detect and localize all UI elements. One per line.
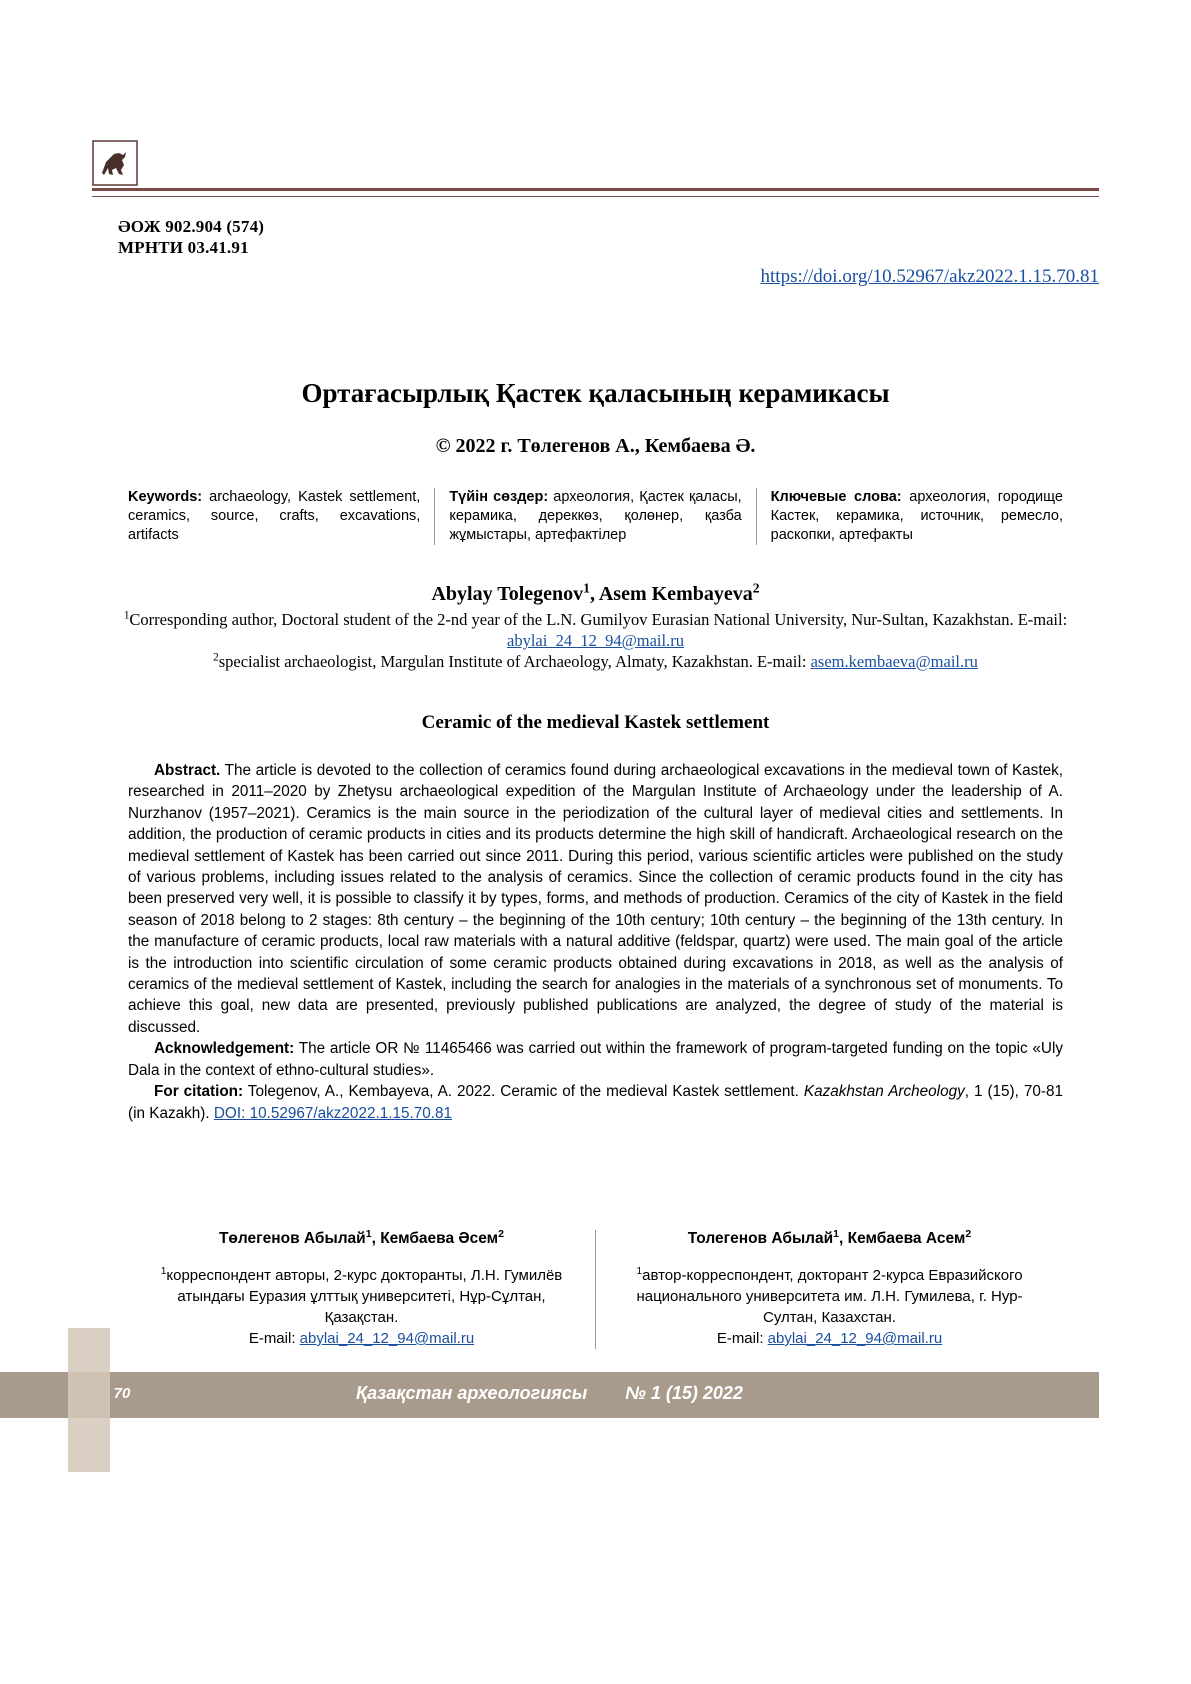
bottom-ru-email-link[interactable]: abylai_24_12_94@mail.ru (767, 1330, 943, 1347)
affiliation-2-text: specialist archaeologist, Margulan Institute of Archaeology, Almaty, Kazakhstan. E-mail: (218, 652, 811, 671)
keywords-kazakh-text: археология, Қастек қаласы, керамика, дереккөз, қолөнер, қазба жұмыстары, артефактілер (449, 489, 742, 543)
bottom-authors-russian (596, 1228, 1063, 1349)
keywords-kazakh (435, 488, 755, 545)
bottom-kk-affiliation: $^1$корреспондент авторы, 2-курс докторанты, Л.Н. Гумилёв атындағы Еуразия ұлттық университеті, Нұр-Сұлтан, Қазақстан. (160, 1266, 563, 1326)
page-title: Ортағасырлық Қастек қаласының керамикасы (301, 378, 890, 408)
bottom-authors-kazakh (128, 1228, 595, 1349)
bottom-authors-block (128, 1228, 1063, 1349)
bottom-ru-names: Толегенов Абылай$^1$, Кембаева Асем$^2$ (687, 1227, 972, 1247)
keywords-english-text: archaeology, Kastek settlement, ceramics, source, crafts, excavations, artifacts (128, 489, 421, 543)
bottom-kk-email-line (146, 1328, 577, 1349)
doi-link[interactable]: https://doi.org/10.52967/akz2022.1.15.70.81 (760, 266, 1099, 287)
header-rule (92, 188, 1099, 191)
author-2-email-link[interactable]: asem.kembaeva@mail.ru (810, 652, 978, 671)
copyright-line: © 2022 г. Төлегенов А., Кембаева Ә. (435, 435, 756, 457)
affiliation-2: $^2$specialist archaeologist, Margulan Institute of Archaeology, Almaty, Kazakhstan. E-mail: asem.kembaeva@mail.ru (213, 651, 978, 671)
page-number: 70 (113, 1385, 131, 1402)
citation-paragraph (128, 1081, 1063, 1124)
bottom-ru-affiliation: $^1$автор-корреспондент, докторант 2-курса Евразийского национального университета им. Л.Н. Гумилева, г. Нур-Султан, Казахстан. (636, 1266, 1023, 1326)
abstract-label: Abstract. (154, 762, 221, 779)
english-title: Ceramic of the medieval Kastek settlement (421, 712, 770, 733)
mrnti-line: МРНТИ 03.41.91 (118, 238, 249, 257)
affiliation-1: $^1$Corresponding author, Doctoral student of the 2-nd year of the L.N. Gumilyov Eurasian National University, Nur-Sultan, Kazakhstan. E-mail: abylai_24_12_94@mail.ru (123, 609, 1068, 650)
acknowledgement-paragraph (128, 1038, 1063, 1081)
acknowledgement-text: The article OR № 11465466 was carried out within the framework of program-targeted funding on the topic «Uly Dala in the context of ethno-cultural studies». (128, 1040, 1063, 1079)
header-rule-thin (92, 196, 1099, 197)
citation-label: For citation: (154, 1083, 244, 1101)
bottom-kk-email-link[interactable]: abylai_24_12_94@mail.ru (299, 1330, 475, 1347)
abstract-block (128, 760, 1063, 1124)
bottom-ru-email-line (614, 1328, 1045, 1349)
citation-text: Tolegenov, A., Kembayeva, A. 2022. Ceramic of the medieval Kastek settlement. (243, 1083, 804, 1101)
bottom-kk-affiliation-text: корреспондент авторы, 2-курс докторанты, Л.Н. Гумилёв атындағы Еуразия ұлттық университеті, Нұр-Сұлтан, Қазақстан. (166, 1267, 563, 1326)
citation-journal: Kazakhstan Archeology (803, 1083, 965, 1101)
bottom-ru-affiliation-text: автор-корреспондент, докторант 2-курса Евразийского национального университета им. Л.Н. Гумилева, г. Нур-Султан, Казахстан. (636, 1267, 1023, 1326)
udc-line-1: ӘОЖ 902.904 (574) (118, 217, 265, 236)
author-1-email-link[interactable]: abylai_24_12_94@mail.ru (507, 631, 684, 650)
keywords-russian-label: Ключевые слова: (770, 489, 902, 505)
keywords-english (128, 488, 434, 545)
bottom-kk-names: Төлегенов Абылай$^1$, Кембаева Әсем$^2$ (218, 1227, 505, 1247)
acknowledgement-label: Acknowledgement: (154, 1040, 295, 1058)
keywords-russian-text: археология, городище Кастек, керамика, источник, ремесло, раскопки, артефакты (770, 489, 1063, 543)
authors-block (92, 580, 1099, 672)
bottom-kk-email-label: E-mail: (248, 1330, 300, 1347)
footer-issue: № 1 (15) 2022 (625, 1383, 743, 1403)
horse-rider-emblem-icon (92, 140, 138, 186)
citation-text-2: , 1 (15), 70-81 (in Kazakh). (128, 1083, 1063, 1122)
abstract-paragraph (128, 760, 1063, 1038)
citation-doi-link[interactable]: DOI: 10.52967/akz2022.1.15.70.81 (213, 1104, 453, 1122)
keywords-kazakh-label: Түйін сөздер: (449, 489, 549, 505)
keywords-english-label: Keywords: (128, 489, 203, 505)
bottom-ru-email-label: E-mail: (716, 1330, 768, 1347)
keywords-russian (757, 488, 1063, 545)
footer-journal-line (0, 1383, 1099, 1404)
keywords-block (128, 488, 1063, 545)
abstract-text: The article is devoted to the collection of ceramics found during archaeological excavations in the medieval town of Kastek, researched in 2011–2020 by Zhetysu archaeological expedition of the Margulan Institute of Archaeology under the leadership of A. Nurzhanov (1957–2021). Ceramics is the main source in the periodization of the cultural layer of medieval cities and settlements. In addition, the production of ceramic products in cities and its products determine the high skill of handicraft. Archaeological research on the medieval settlement of Kastek has been carried out since 2011. During this period, various scientific articles were published on the study of various problems, including issues related to the analysis of ceramics. Since the collection of ceramic products found in the city has been preserved very well, it is possible to classify it by types, forms, and methods of production. Ceramics of the city of Kastek in the field season of 2018 belong to 2 stages: 8th century – the beginning of the 10th century; 10th century – the beginning of the 13th century. In the manufacture of ceramic products, local raw materials with a natural additive (feldspar, quartz) were used. The main goal of the article is the introduction into scientific circulation of some ceramic products obtained during excavations in 2018, as well as the analysis of ceramics of the medieval settlement of Kastek, including the search for analogies in the materials of a synchronous set of monuments. To achieve this goal, new data are presented, previously published publications are analyzed, the degree of study of the material is discussed. (128, 762, 1063, 1036)
affiliation-1-text: Corresponding author, Doctoral student of the 2-nd year of the L.N. Gumilyov Eurasian National University, Nur-Sultan, Kazakhstan. E-mail: (129, 610, 1068, 629)
author-names: Abylay Tolegenov$^1$, Asem Kembayeva$^2$ (431, 580, 760, 605)
footer-journal-name: Қазақстан археологиясы (356, 1383, 588, 1403)
udc-codes (118, 216, 264, 258)
